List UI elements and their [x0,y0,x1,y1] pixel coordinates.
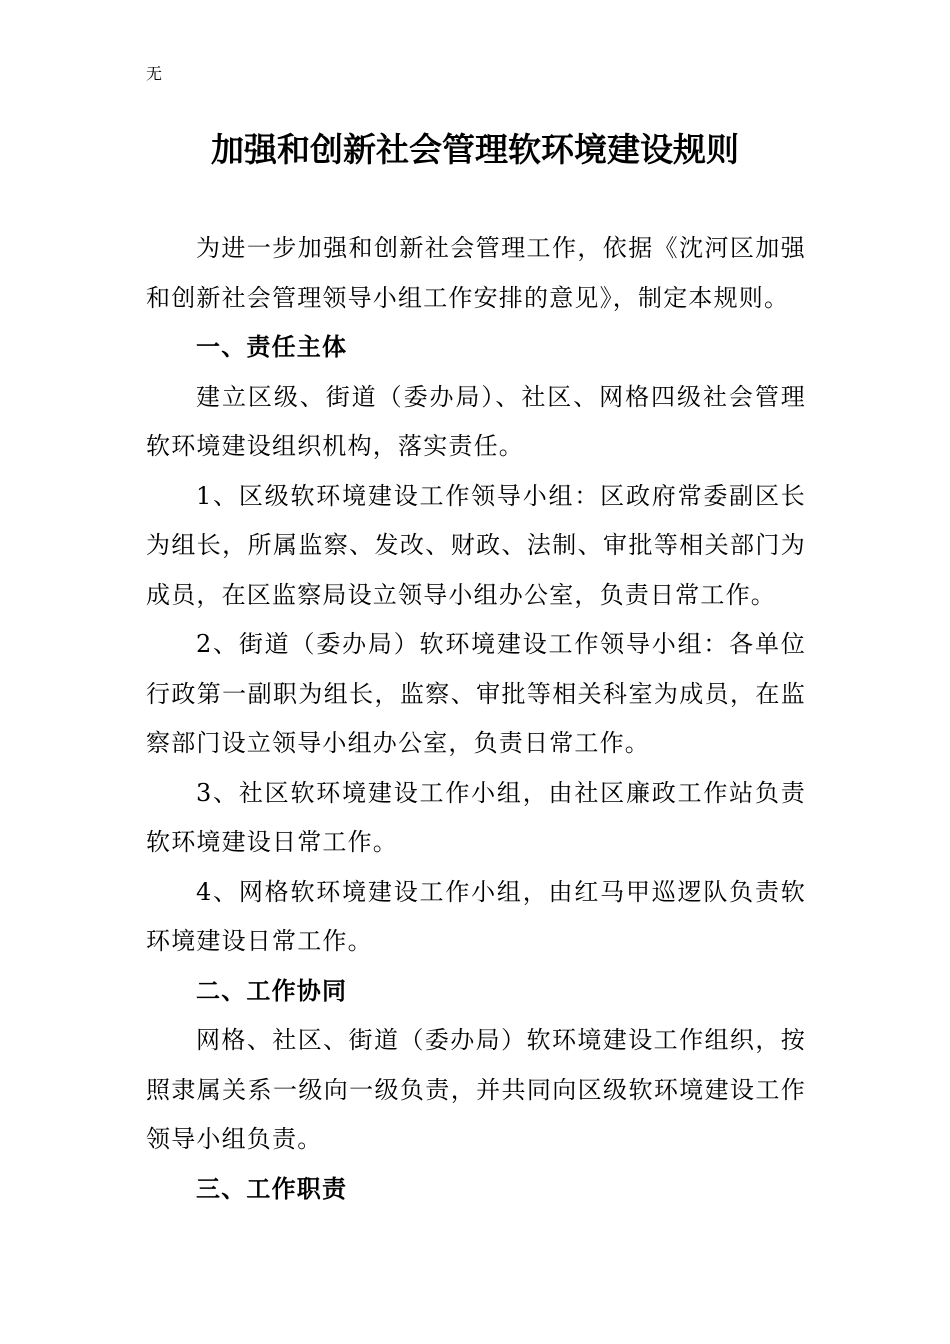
page-title: 加强和创新社会管理软环境建设规则 [211,130,739,169]
section-heading-responsibility-subject: 一、责任主体 [196,333,348,361]
intro-paragraph: 为进一步加强和创新社会管理工作，依据《沈河区加强和创新社会管理领导小组工作安排的意见》，制定本规则。 [146,234,806,312]
document-body [146,224,806,1214]
paragraph-grid-level: 4、网格软环境建设工作小组，由红马甲巡逻队负责软环境建设日常工作。 [146,877,806,955]
paragraph-community-level: 3、社区软环境建设工作小组，由社区廉政工作站负责软环境建设日常工作。 [146,778,806,856]
section-heading-work-coordination: 二、工作协同 [196,976,348,1005]
paragraph-street-level: 2、街道（委办局）软环境建设工作领导小组：各单位行政第一副职为组长，监察、审批等相关科室为成员，在监察部门设立领导小组办公室，负责日常工作。 [146,630,806,757]
paragraph-organization: 建立区级、街道（委办局）、社区、网格四级社会管理软环境建设组织机构，落实责任。 [146,382,806,460]
header-mark: 无 [146,64,163,83]
section-heading-work-duties: 三、工作职责 [196,1174,348,1203]
paragraph-coordination: 网格、社区、街道（委办局）软环境建设工作组织，按照隶属关系一级向一级负责，并共同向区级软环境建设工作领导小组负责。 [146,1026,806,1153]
paragraph-district-level: 1、区级软环境建设工作领导小组：区政府常委副区长为组长，所属监察、发改、财政、法制、审批等相关部门为成员，在区监察局设立领导小组办公室，负责日常工作。 [146,481,806,609]
